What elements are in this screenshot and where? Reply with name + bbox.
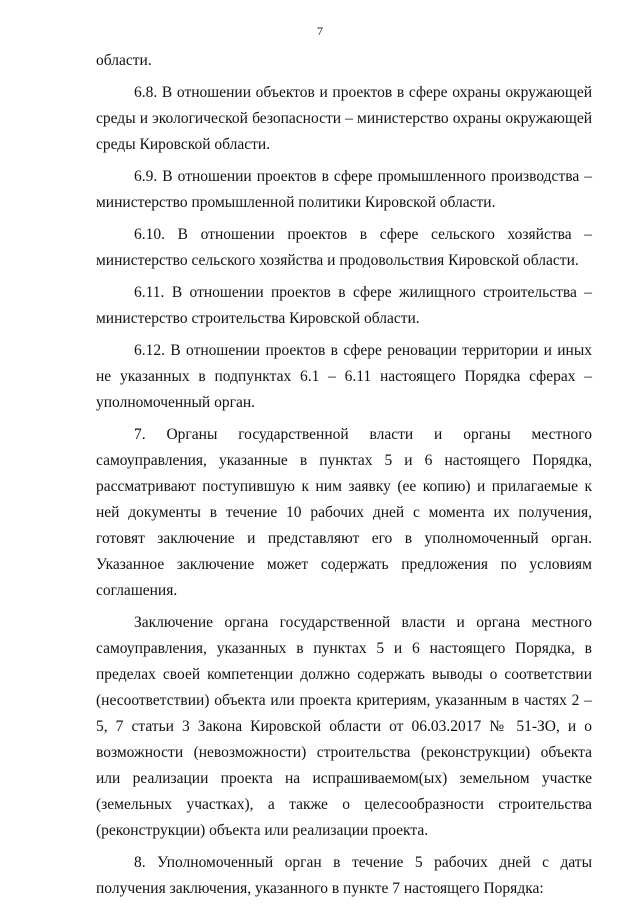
- page-number: 7: [317, 24, 323, 38]
- paragraph-6-8: 6.8. В отношении объектов и проектов в сфере охраны окружающей среды и экологической безопасности – министерство охраны окружающей среды Кировской области.: [96, 84, 592, 153]
- paragraph-continuation: области.: [96, 52, 152, 69]
- paragraph-6-11: 6.11. В отношении проектов в сфере жилищного строительства – министерство строительства Кировской области.: [96, 284, 592, 327]
- paragraph-7: 7. Органы государственной власти и органы местного самоуправления, указанные в пунктах 5 и 6 настоящего Порядка, рассматривают поступившую к ним заявку (ее копию) и прилагаемые к ней документы в течение 10 рабочих дней с момента их получения, готовят заключение и представляют его в уполномоченный орган. Указанное заключение может содержать предложения по условиям соглашения.: [96, 426, 592, 599]
- document-body: [96, 48, 592, 902]
- paragraph-conclusion: Заключение органа государственной власти и органа местного самоуправления, указанных в пунктах 5 и 6 настоящего Порядка, в пределах своей компетенции должно содержать выводы о соответствии (несоответствии) объекта или проекта критериям, указанным в частях 2 – 5, 7 статьи 3 Закона Кировской области от 06.03.2017 № 51-ЗО, и о возможности (невозможности) строительства (реконструкции) объекта или реализации проекта на испрашиваемом(ых) земельном участке (земельных участках), а также о целесообразности строительства (реконструкции) объекта или реализации проекта.: [96, 614, 592, 839]
- paragraph-6-10: 6.10. В отношении проектов в сфере сельского хозяйства – министерство сельского хозяйства и продовольствия Кировской области.: [96, 226, 592, 269]
- paragraph-8: 8. Уполномоченный орган в течение 5 рабочих дней с даты получения заключения, указанного в пункте 7 настоящего Порядка:: [96, 854, 592, 897]
- paragraph-6-9: 6.9. В отношении проектов в сфере промышленного производства – министерство промышленной политики Кировской области.: [96, 168, 592, 211]
- paragraph-6-12: 6.12. В отношении проектов в сфере реновации территории и иных не указанных в подпунктах 6.1 – 6.11 настоящего Порядка сферах – уполномоченный орган.: [96, 342, 592, 411]
